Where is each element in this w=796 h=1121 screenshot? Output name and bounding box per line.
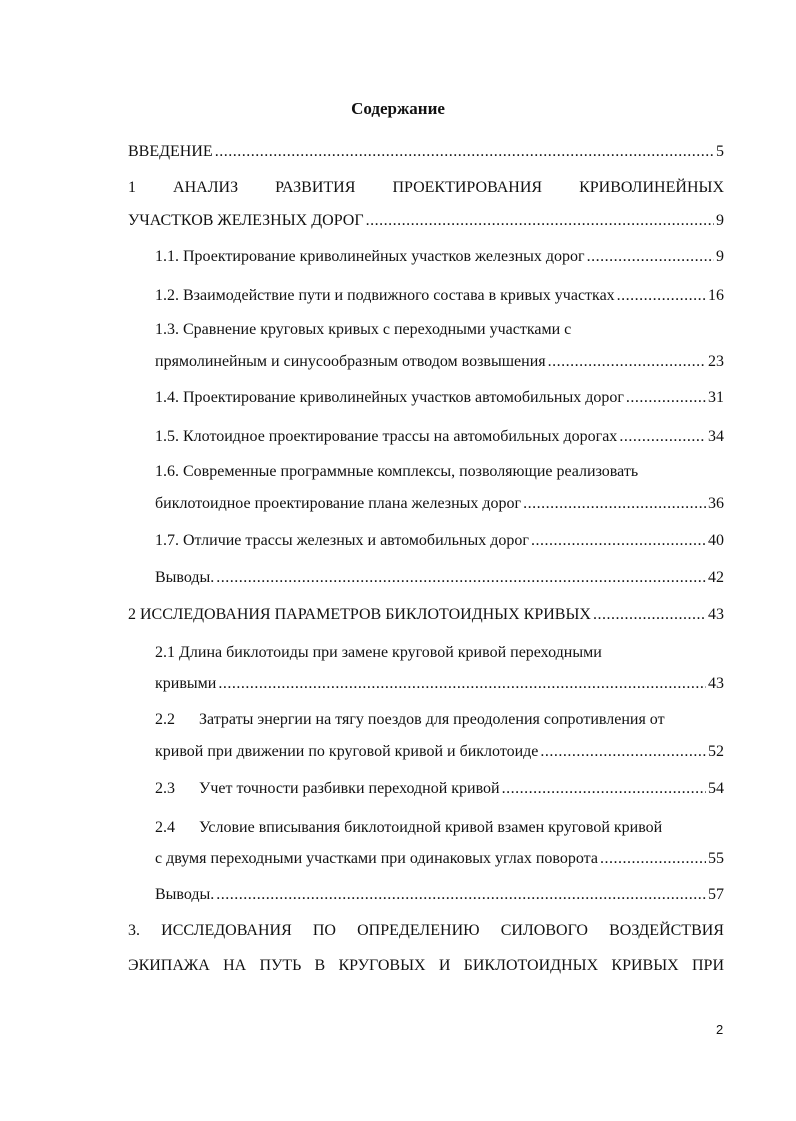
toc-entry-1-2[interactable]: 1.2. Взаимодействие пути и подвижного состава в кривых участках ..... 16: [155, 286, 724, 306]
page-number: 2: [716, 1022, 724, 1037]
toc-entry-ch2[interactable]: 2 ИССЛЕДОВАНИЯ ПАРАМЕТРОВ БИКЛОТОИДНЫХ КРИВЫХ ..... 43: [128, 605, 724, 625]
page-title: Содержание: [351, 99, 445, 118]
toc-entry-1-3-line1[interactable]: 1.3. Сравнение круговых кривых с переходными участками с: [155, 321, 572, 338]
toc-entry-ch1-line1[interactable]: 1 АНАЛИЗ РАЗВИТИЯ ПРОЕКТИРОВАНИЯ КРИВОЛИНЕЙНЫХ: [128, 179, 724, 196]
toc-entry-1-1[interactable]: 1.1. Проектирование криволинейных участков железных дорог ..... 9: [155, 247, 724, 267]
toc-entry-2-2-line2[interactable]: кривой при движении по круговой кривой и биклотоиде ..... 52: [155, 742, 724, 762]
toc-entry-intro[interactable]: ВВЕДЕНИЕ ..... 5: [128, 142, 724, 162]
toc-entry-1-5[interactable]: 1.5. Клотоидное проектирование трассы на автомобильных дорогах ..... 34: [155, 427, 724, 447]
toc-entry-1-3-line2[interactable]: прямолинейным и синусообразным отводом возвышения ..... 23: [155, 352, 724, 372]
toc-entry-2-3[interactable]: 2.3 Учет точности разбивки переходной кривой ..... 54: [155, 779, 724, 799]
toc-entry-ch1-conclusions[interactable]: Выводы. ..... 42: [155, 568, 724, 588]
toc-entry-1-6-line1[interactable]: 1.6. Современные программные комплексы, позволяющие реализовать: [155, 463, 639, 480]
toc-entry-ch2-conclusions[interactable]: Выводы. ..... 57: [155, 885, 724, 905]
toc-entry-1-4[interactable]: 1.4. Проектирование криволинейных участков автомобильных дорог ..... 31: [155, 388, 724, 408]
toc-entry-1-7[interactable]: 1.7. Отличие трассы железных и автомобильных дорог ..... 40: [155, 531, 724, 551]
toc-entry-2-4-line2[interactable]: с двумя переходными участками при одинаковых углах поворота ..... 55: [155, 849, 724, 869]
toc-entry-2-4-line1[interactable]: 2.4 Условие вписывания биклотоидной кривой взамен круговой кривой: [155, 819, 663, 836]
toc-entry-2-2-line1[interactable]: 2.2 Затраты энергии на тягу поездов для преодоления сопротивления от: [155, 711, 665, 728]
toc-entry-ch1-line2[interactable]: УЧАСТКОВ ЖЕЛЕЗНЫХ ДОРОГ ..... 9: [128, 211, 724, 231]
toc-entry-ch3-line1[interactable]: 3. ИССЛЕДОВАНИЯ ПО ОПРЕДЕЛЕНИЮ СИЛОВОГО ВОЗДЕЙСТВИЯ: [128, 922, 724, 939]
toc-entry-2-1-line2[interactable]: кривыми ..... 43: [155, 674, 724, 694]
toc-entry-1-6-line2[interactable]: биклотоидное проектирование плана железных дорог ..... 36: [155, 494, 724, 514]
toc-entry-2-1-line1[interactable]: 2.1 Длина биклотоиды при замене круговой кривой переходными: [155, 644, 602, 661]
toc-entry-ch3-line2[interactable]: ЭКИПАЖА НА ПУТЬ В КРУГОВЫХ И БИКЛОТОИДНЫХ КРИВЫХ ПРИ: [128, 957, 724, 974]
